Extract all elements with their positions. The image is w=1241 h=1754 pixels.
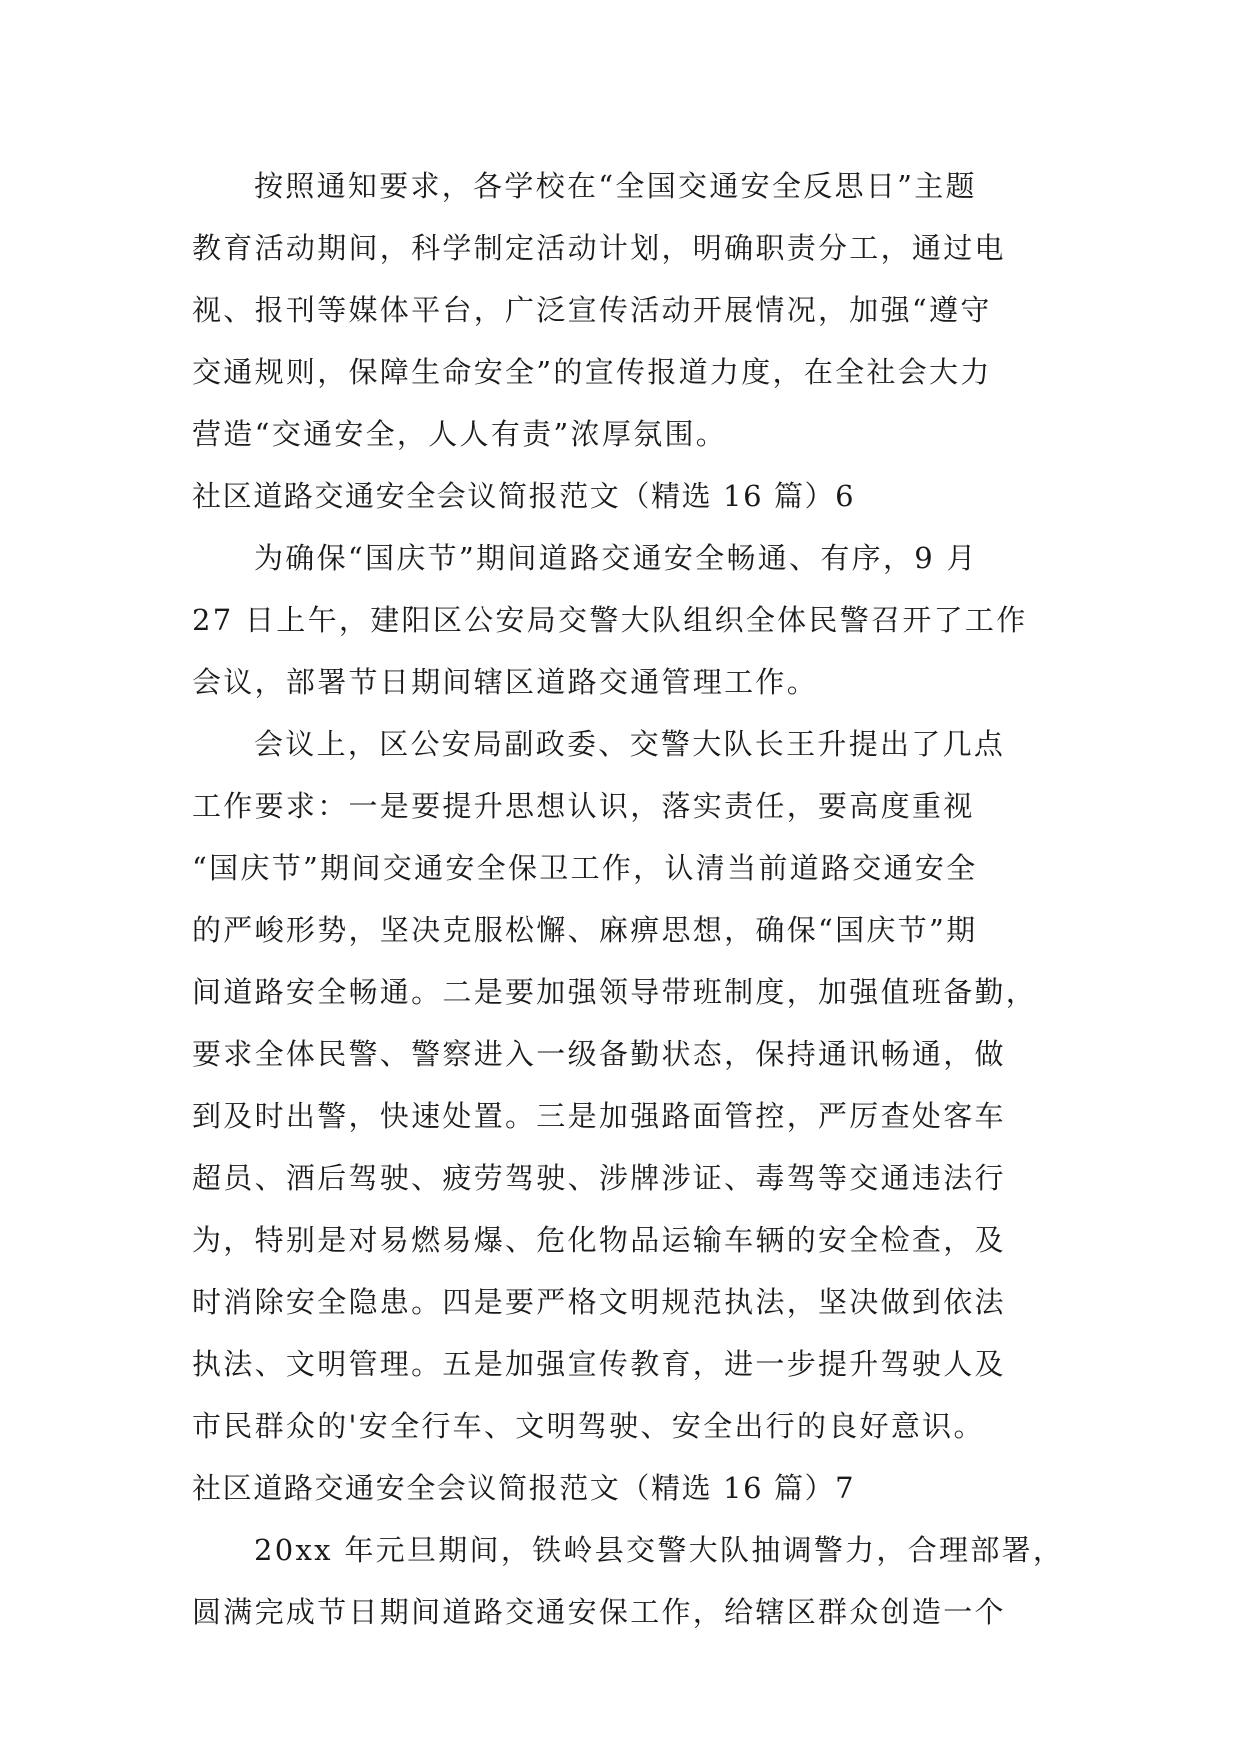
paragraph-line: 20xx 年元旦期间，铁岭县交警大队抽调警力，合理部署， (254, 1533, 1065, 1567)
paragraph-line: 时消除安全隐患。四是要严格文明规范执法，坚决做到依法 (192, 1285, 1006, 1319)
paragraph-line: 执法、文明管理。五是加强宣传教育，进一步提升驾驶人及 (192, 1347, 1006, 1381)
paragraph-line: 的严峻形势，坚决克服松懈、麻痹思想，确保“国庆节”期 (192, 913, 978, 947)
paragraph-line: 会议，部署节日期间辖区道路交通管理工作。 (192, 665, 819, 699)
paragraph-line: 交通规则，保障生命安全”的宣传报道力度，在全社会大力 (192, 355, 992, 389)
paragraph-line: 超员、酒后驾驶、疲劳驾驶、涉牌涉证、毒驾等交通违法行 (192, 1161, 1006, 1195)
paragraph-line: 间道路安全畅通。二是要加强领导带班制度，加强值班备勤， (192, 975, 1038, 1009)
paragraph-line: 27 日上午，建阳区公安局交警大队组织全体民警召开了工作 (192, 603, 1028, 637)
paragraph-line: 会议上，区公安局副政委、交警大队长王升提出了几点 (254, 727, 1006, 761)
paragraph-line: 为确保“国庆节”期间道路交通安全畅通、有序，9 月 (254, 541, 978, 575)
paragraph-line: 按照通知要求，各学校在“全国交通安全反思日”主题 (254, 169, 977, 203)
section-heading: 社区道路交通安全会议简报范文（精选 16 篇）6 (192, 479, 856, 513)
paragraph-line: 市民群众的'安全行车、文明驾驶、安全出行的良好意识。 (192, 1409, 985, 1443)
paragraph-line: 视、报刊等媒体平台，广泛宣传活动开展情况，加强“遵守 (192, 293, 992, 327)
paragraph-line: 要求全体民警、警察进入一级备勤状态，保持通讯畅通，做 (192, 1037, 1006, 1071)
paragraph-line: “国庆节”期间交通安全保卫工作，认清当前道路交通安全 (192, 851, 978, 885)
document-body (192, 155, 1065, 1643)
paragraph-line: 教育活动期间，科学制定活动计划，明确职责分工，通过电 (192, 231, 1006, 265)
paragraph-line: 到及时出警，快速处置。三是加强路面管控，严厉查处客车 (192, 1099, 1006, 1133)
section-heading: 社区道路交通安全会议简报范文（精选 16 篇）7 (192, 1471, 856, 1505)
paragraph-line: 圆满完成节日期间道路交通安保工作，给辖区群众创造一个 (192, 1595, 1006, 1629)
paragraph-line: 为，特别是对易燃易爆、危化物品运输车辆的安全检查，及 (192, 1223, 1006, 1257)
paragraph-line: 工作要求：一是要提升思想认识，落实责任，要高度重视 (192, 789, 975, 823)
paragraph-line: 营造“交通安全，人人有责”浓厚氛围。 (192, 417, 728, 451)
